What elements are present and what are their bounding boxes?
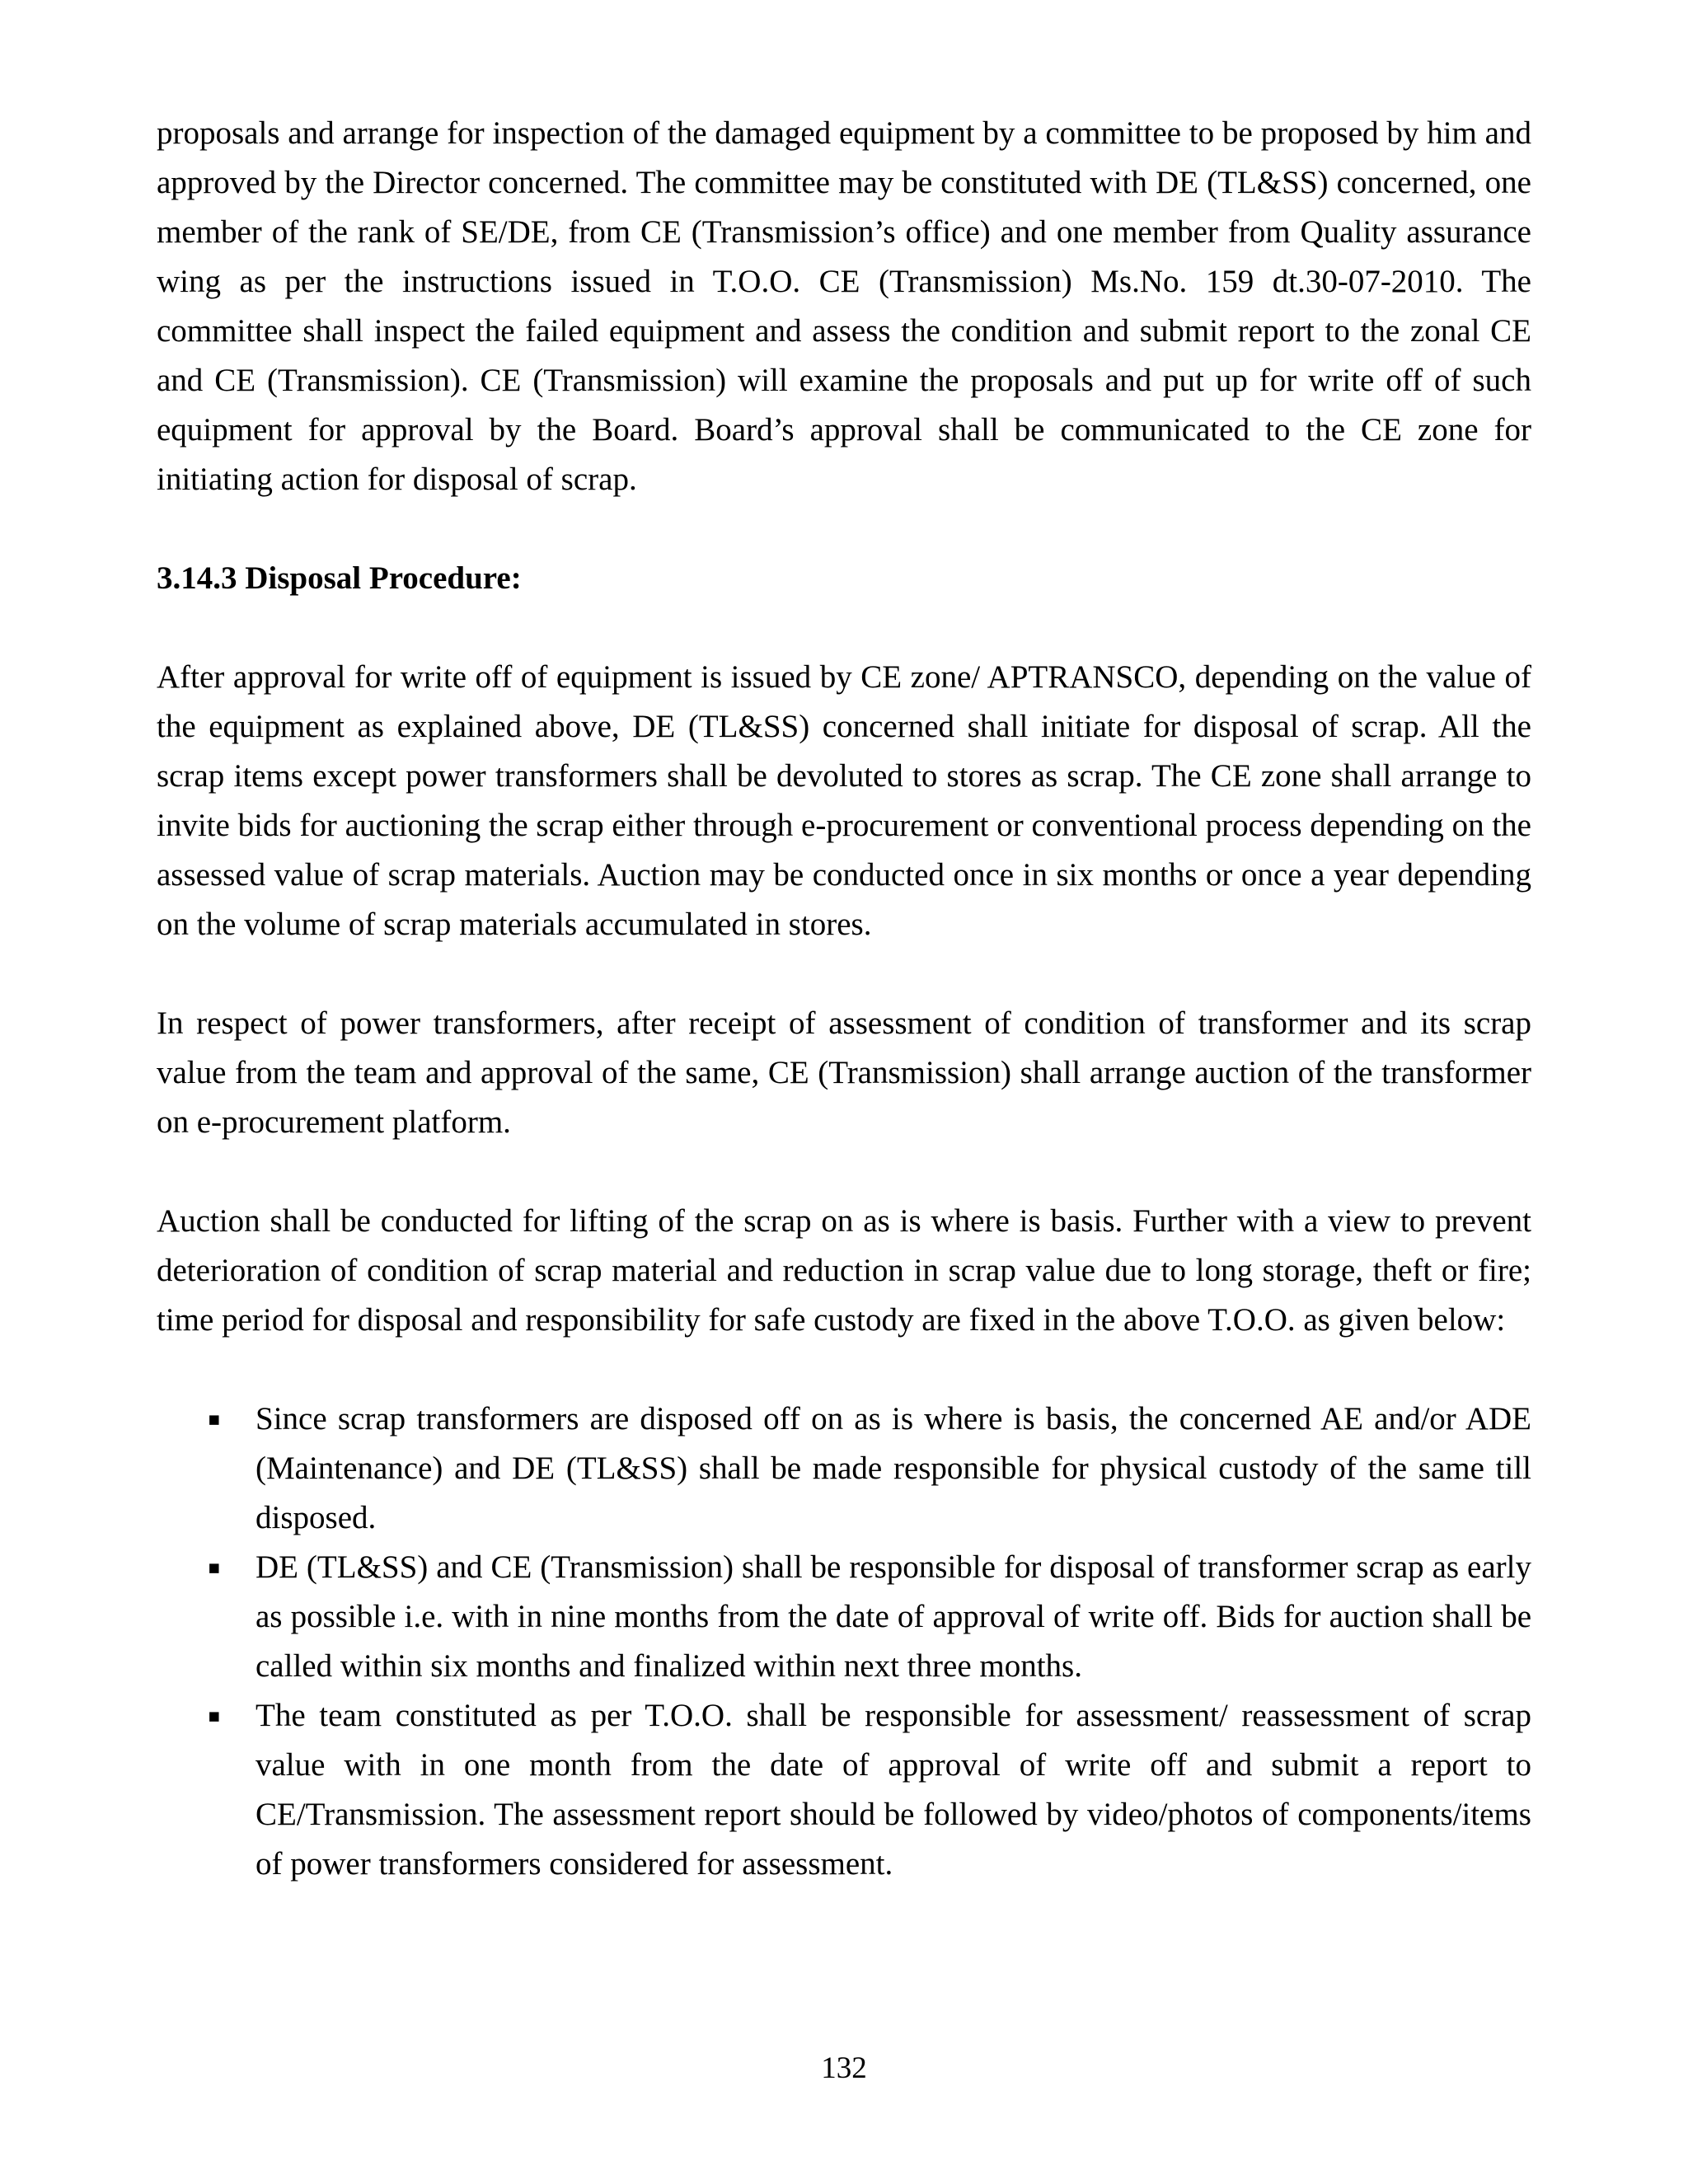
page-number: 132 bbox=[821, 2051, 867, 2085]
section-heading-disposal-procedure: 3.14.3 Disposal Procedure: bbox=[157, 560, 522, 596]
paragraph-approval-write-off: After approval for write off of equipment is issued by CE zone/ APTRANSCO, depending on the value of the equipment as explained above, DE (TL&SS) concerned shall initiate for disposal of scrap. All the scrap items except power transformers shall be devoluted to stores as scrap. The CE zone shall arrange to invite bids for auctioning the scrap either through e-procurement or conventional process depending on the assessed value of scrap materials. Auction may be conducted once in six months or once a year depending on the volume of scrap materials accumulated in stores. bbox=[157, 659, 1531, 942]
list-item bbox=[157, 1543, 1531, 1691]
list-item bbox=[157, 1691, 1531, 1889]
paragraph-power-transformers-auction: In respect of power transformers, after receipt of assessment of condition of transformer and its scrap value from the team and approval of the same, CE (Transmission) shall arrange auction of the transformer on e-procurement platform. bbox=[157, 1005, 1531, 1140]
square-bullet-icon: ▪ bbox=[208, 1705, 221, 1727]
paragraph-auction-conditions: Auction shall be conducted for lifting of the scrap on as is where is basis. Further with a view to prevent deterioration of condition of scrap material and reduction in scrap value due to long storage, theft or fire; time period for disposal and responsibility for safe custody are fixed in the above T.O.O. as given below: bbox=[157, 1203, 1531, 1338]
square-bullet-icon: ▪ bbox=[208, 1557, 221, 1578]
list-item bbox=[157, 1394, 1531, 1543]
responsibility-bullet-list bbox=[157, 1394, 1531, 1889]
bullet-text-disposal-timeline: DE (TL&SS) and CE (Transmission) shall be responsible for disposal of transformer scrap as early as possible i.e. with in nine months from the date of approval of write off. Bids for auction shall be called within six months and finalized within next three months. bbox=[256, 1549, 1531, 1684]
square-bullet-icon: ▪ bbox=[208, 1408, 221, 1430]
paragraph-committee-inspection: proposals and arrange for inspection of the damaged equipment by a committee to be proposed by him and approved by the Director concerned. The committee may be constituted with DE (TL&SS) concerned, one member of the rank of SE/DE, from CE (Transmission’s office) and one member from Quality assurance wing as per the instructions issued in T.O.O. CE (Transmission) Ms.No. 159 dt.30-07-2010. The committee shall inspect the failed equipment and assess the condition and submit report to the zonal CE and CE (Transmission). CE (Transmission) will examine the proposals and put up for write off of such equipment for approval by the Board. Board’s approval shall be communicated to the CE zone for initiating action for disposal of scrap. bbox=[157, 115, 1531, 497]
bullet-text-physical-custody: Since scrap transformers are disposed off on as is where is basis, the concerned AE and/or ADE (Maintenance) and DE (TL&SS) shall be made responsible for physical custody of the same till disposed. bbox=[256, 1401, 1531, 1535]
bullet-text-assessment-report: The team constituted as per T.O.O. shall be responsible for assessment/ reassessment of scrap value with in one month from the date of approval of write off and submit a report to CE/Transmission. The assessment report should be followed by video/photos of components/items of power transformers considered for assessment. bbox=[256, 1698, 1531, 1882]
